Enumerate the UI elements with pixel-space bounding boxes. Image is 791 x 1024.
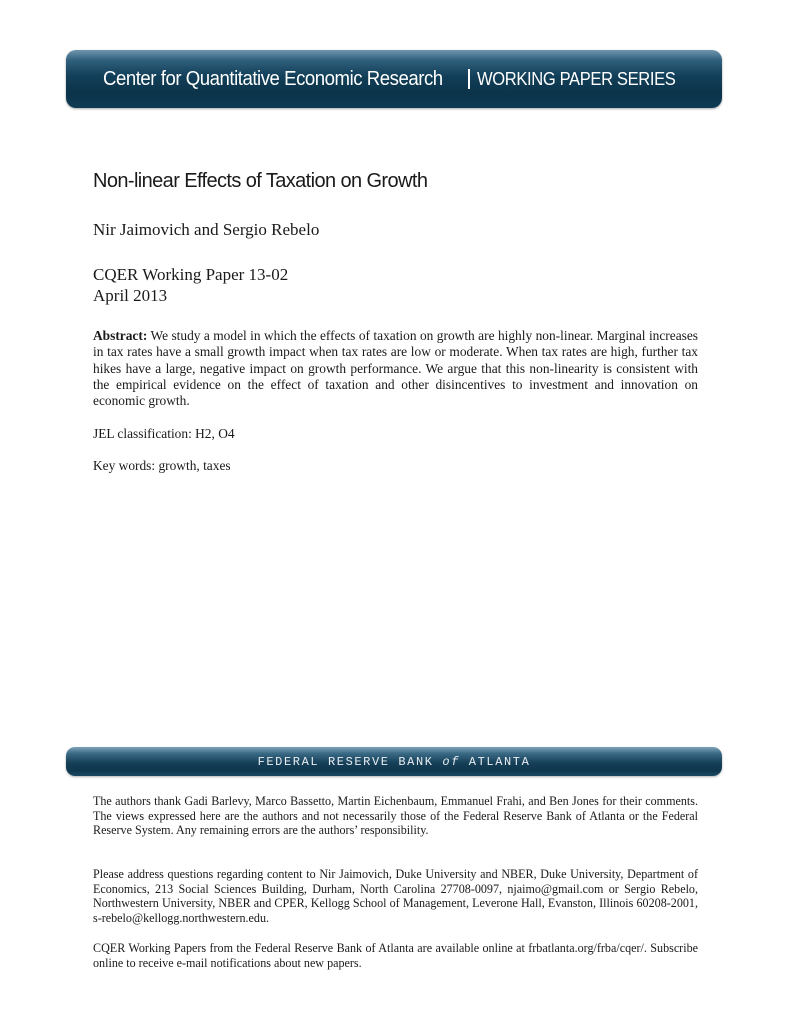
header-divider <box>468 69 470 89</box>
center-name: Center for Quantitative Economic Research <box>103 67 443 90</box>
availability-note: CQER Working Papers from the Federal Reserve Bank of Atlanta are available online at frbatlanta.org/frba/cqer/. Subscribe online to receive e-mail notifications about new papers. <box>93 941 698 970</box>
banner-text-post: ATLANTA <box>460 754 531 769</box>
abstract-text: We study a model in which the effects of taxation on growth are highly non-linear. Marginal increases in tax rates have a small growth impact when tax rates are low or moderate. When tax rates are high, further tax hikes have a large, negative impact on growth performance. We argue that this non-linearity is consistent with the empirical evidence on the effect of taxation and other disincentives to investment and innovation on economic growth. <box>93 328 699 409</box>
key-words: Key words: growth, taxes <box>93 458 231 473</box>
series-name: WORKING PAPER SERIES <box>476 68 676 89</box>
working-paper-number: CQER Working Paper 13-02 <box>93 265 289 284</box>
series-header-banner <box>66 50 722 108</box>
acknowledgements-note: The authors thank Gadi Barlevy, Marco Bassetto, Martin Eichenbaum, Emmanuel Frahi, and Ben Jones for their comments. The views expressed here are the authors and not necessarily those of the Federal Reserve Bank of Atlanta or the Federal Reserve System. Any remaining errors are the authors’ responsibility. <box>93 794 698 838</box>
banner-text-of: of <box>442 754 460 769</box>
banner-text-pre: FEDERAL RESERVE BANK <box>257 754 443 769</box>
abstract-label: Abstract: <box>93 328 148 343</box>
abstract <box>93 328 698 409</box>
jel-classification: JEL classification: H2, O4 <box>93 426 235 441</box>
paper-title: Non-linear Effects of Taxation on Growth <box>93 170 428 192</box>
paper-authors: Nir Jaimovich and Sergio Rebelo <box>93 220 320 239</box>
contact-note: Please address questions regarding content to Nir Jaimovich, Duke University and NBER, Duke University, Department of Economics, 213 Social Sciences Building, Durham, North Carolina 27708-0097, njaimo@gmail.com or Sergio Rebelo, Northwestern University, NBER and CPER, Kellogg School of Management, Leverone Hall, Evanston, Illinois 60208-2001, s-rebelo@kellogg.northwestern.edu. <box>93 867 698 926</box>
federal-reserve-banner <box>66 747 722 776</box>
paper-date: April 2013 <box>93 286 168 305</box>
